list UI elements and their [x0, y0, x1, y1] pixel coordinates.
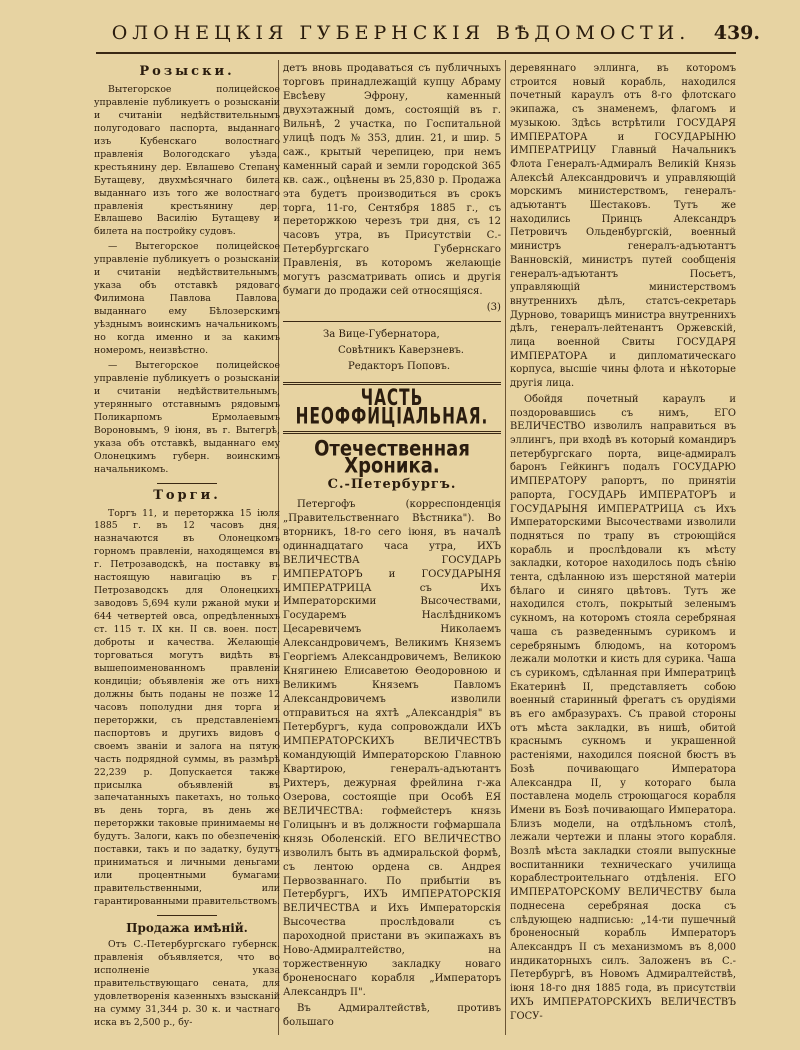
notice-paragraph: — Вытегорское полицейское управленіе публикуетъ о розысканіи и считаніи недѣйствительнымъ, утерянныго отставнымъ рядовымъ Поликарпомъ Ермолаевымъ Вороновымъ, 9 іюня, въ г. Вытегрѣ, указа объ отставкѣ, выданнаго ему Олонецкимъ губерн. воинскимъ начальникомъ.: [94, 359, 280, 475]
subheading-prodazha: Продажа имѣній.: [126, 921, 248, 936]
editor-line: Редакторъ Поповъ.: [348, 361, 451, 373]
divider: [157, 915, 217, 916]
page-number: 439.: [713, 22, 760, 44]
notice-paragraph: Отъ С.-Петербургскаго губернск. правленія объявляется, что во исполненіе указа правительствующаго сената, для удовлетворенія казенныхъ взысканій на сумму 31,344 р. 30 к. и частнаго иска въ 2,500 р., бу-: [94, 939, 280, 1028]
notice-paragraph: детъ вновь продаваться съ публичныхъ торговъ принадлежащій купцу Абраму Евсѣеву Эфрону, каменный двухэтажный домъ, состоящій въ г. Вильнѣ, 2 участка, по Госпитальной улицѣ подъ № 353, длин. 21, и шир. 5 саж., крытый черепицею, при немъ каменный сарай и земли городской 365 кв. саж., оцѣнены въ 25,830 р. Продажа эта будетъ производиться въ срокъ торга, 11-го, Сентября 1885 г., съ переторжкою черезъ три дня, съ 12 часовъ утра, въ Присутствіи С.-Петербургскаго Губернскаго Правленія, въ которомъ желающіе могутъ разсматривать опись и другія бумаги до продажи сей относящіяся.: [283, 63, 501, 298]
article-paragraph: Обойдя почетный караулъ и поздоровавшись съ нимъ, ЕГО ВЕЛИЧЕСТВО изволилъ направиться въ эллингъ, при входѣ въ который командиръ петербургскаго порта, вице-адмиралъ баронъ Гейкингъ подалъ ГОСУДАРЮ ИМПЕРАТОРУ рапортъ, по принятіи рапорта, ГОСУДАРЬ ИМПЕРАТОРЪ и ГОСУДАРЫНЯ ИМПЕРАТРИЦА съ Ихъ Императорскими Высочествами изволили подняться по трапу въ строющійся корабль и прослѣдовали къ мѣсту закладки, которое находилось подъ сѣнію тента, сдѣланною изъ шерстяной матеріи бѣлаго и синяго цвѣтовъ. Тутъ же находился столъ, покрытый зеленымъ сукномъ, на которомъ стояла серебряная чаша съ разведеннымъ сурикомъ и серебрянымъ блюдомъ, на которомъ лежали молотки и кисть для сурика. Чаша съ сурикомъ, сдѣланная при Императрицѣ Екатеринѣ II, представляетъ собою военный старинный фрегатъ съ орудіями въ его амбразурахъ. Съ правой стороны отъ мѣста закладки, въ нишѣ, обитой краснымъ сукномъ и украшенной растеніями, находился поясной бюстъ въ Бозѣ почивающаго Императора Александра II, у котораго была поставлена модель строющагося корабля Имени въ Бозѣ почивающаго Императора. Близъ модели, на отдѣльномъ столѣ, лежали чертежи и планы этого корабля. Возлѣ мѣста закладки стояли выпускные воспитанники техническаго училища кораблестроительнаго отдѣленія. ЕГО ИМПЕРАТОРСКОМУ ВЕЛИЧЕСТВУ была поднесена серебряная доска съ слѣдующею надписью: „14-ти пушечный броненосный корабль Императоръ Александръ II съ механизмомъ въ 8,000 индикаторныхъ силъ. Заложенъ въ С.-Петербургѣ, въ Новомъ Адмиралтействѣ, іюня 18-го дня 1885 года, въ присутствіи ИХЪ ИМПЕРАТОРСКИХЪ ВЕЛИЧЕСТВЪ ГОСУ-: [510, 393, 736, 1022]
divider: [157, 483, 217, 484]
chronicle-heading: Отечественная Хроника.: [314, 436, 470, 479]
notice-paragraph: — Вытегорское полицейское управленіе публикуетъ о розысканіи и считаніи недѣйствительнымъ, указа объ отставкѣ рядоваго Филимона Павлова Павлова, выданнаго ему Бѣлозерскимъ уѣзднымъ воинскимъ начальникомъ, но когда именно и за какимъ номеромъ, неизвѣстно.: [94, 241, 280, 357]
column-3: [510, 62, 736, 1025]
column-divider-2: [505, 60, 506, 1035]
double-rule: [283, 431, 501, 434]
signature-line: Совѣтникъ Каверзневъ.: [338, 345, 465, 357]
section-heading-rozyski: Розыски.: [139, 64, 235, 79]
article-paragraph: Петергофъ (корреспонденція „Правительственнаго Вѣстника"). Во вторникъ, 18-го сего іюня, въ началѣ одиннадцатаго часа утра, ИХЪ ВЕЛИЧЕСТВА ГОСУДАРЬ ИМПЕРАТОРЪ и ГОСУДАРЫНЯ ИМПЕРАТРИЦА съ Ихъ Императорскими Высочествами, Государемъ Наслѣдникомъ Цесаревичемъ Николаемъ Александровичемъ, Великимъ Княземъ Георгіемъ Александровичемъ, Великою Княгинею Елисаветою Ѳеодоровною и Великимъ Княземъ Павломъ Александровичемъ изволили отправиться на яхтѣ „Александрія" въ Петербургъ, куда сопровождали ИХЪ ИМПЕРАТОРСКИХЪ ВЕЛИЧЕСТВЪ командующій Императорскою Главною Квартирою, генералъ-адъютантъ Рихтеръ, дежурная фрейлина г-жа Озерова, состоящіе при Особѣ ЕЯ ВЕЛИЧЕСТВА: гофмейстеръ князь Голицынъ и въ должности гофмаршала князь Оболенскій. ЕГО ВЕЛИЧЕСТВО изволилъ быть въ адмиральской формѣ, съ лентою ордена св. Андрея Первозваннаго. По прибытіи въ Петербургъ, ИХЪ ИМПЕРАТОРСКІЯ ВЕЛИЧЕСТВА и Ихъ Императорскія Высочества прослѣдовали съ пароходной пристани въ экипажахъ въ Ново-Адмиралтейство, на торжественную закладку новаго броненоснаго корабля „Императоръ Александръ II".: [283, 498, 501, 999]
notice-paragraph: Вытегорское полицейское управленіе публикуетъ о розысканіи и считаніи недѣйствительнымъ полугодоваго паспорта, выданнаго изъ Кубенскаго волостнаго правленія Вологодскаго уѣзда, крестьянину дер. Евлашево Степану Бутащеву, двухмѣсячнаго билета выданнаго изъ того же волостнаго правленія крестьянину дер. Евлашево Василію Бутащеву и билета на постройку судовъ.: [94, 83, 280, 238]
city-heading: С.-Петербургъ.: [327, 476, 457, 492]
header-rule: [96, 52, 736, 54]
column-2: [283, 62, 501, 1032]
signature-line: За Вице-Губернатора,: [323, 329, 440, 341]
divider: [283, 321, 501, 322]
article-paragraph: Въ Адмиралтействѣ, противъ большаго: [283, 1003, 501, 1029]
section-title-unofficial: ЧАСТЬ НЕОФФИЦІАЛЬНАЯ.: [295, 385, 489, 430]
newspaper-title: ОЛОНЕЦКІЯ ГУБЕРНСКІЯ ВѢДОМОСТИ.: [111, 22, 691, 44]
section-heading-torgi: Торги.: [153, 487, 221, 503]
notice-number: (3): [486, 302, 501, 314]
double-rule: [283, 382, 501, 385]
article-paragraph: деревяннаго эллинга, въ которомъ строится новый корабль, находился почетный караулъ отъ 8-го флотскаго экипажа, съ знаменемъ, флагомъ и музыкою. Здѣсь встрѣтили ГОСУДАРЯ ИМПЕРАТОРА и ГОСУДАРЫНЮ ИМПЕРАТРИЦУ Главный Начальникъ Флота Генералъ-Адмиралъ Великій Князь Алексѣй Александровичъ и управляющій морскимъ министерствомъ, генералъ-адъютантъ Шестаковъ. Тутъ же находились Принцъ Александръ Петровичъ Ольденбургскій, военный министръ генералъ-адъютантъ Ванновскій, министръ путей сообщенія генералъ-адъютантъ Посьетъ, управляющій министерствомъ внутреннихъ дѣлъ, статсъ-секретарь Дурново, товарищъ министра внутреннихъ дѣлъ, генералъ-лейтенантъ Оржевскій, лица военной Свиты ГОСУДАРЯ ИМПЕРАТОРА и дипломатическаго корпуса, высшіе чины флота и нѣкоторые другія лица.: [510, 63, 736, 390]
column-1: [94, 62, 280, 1032]
notice-paragraph: Торгъ 11, и переторжка 15 іюля 1885 г. въ 12 часовъ дня, назначаются въ Олонецкомъ горномъ правленіи, находящемся въ г. Петрозаводскѣ, на поставку въ настоящую навигацію въ г. Петрозаводскъ для Олонецкихъ заводовъ 5,694 кули ржаной муки и 644 четвертей овса, опредѣленныхъ ст. 115 т. IX кн. II св. воен. пост. доброты и качества. Желающіе торговаться могутъ видѣть въ вышепоименованномъ правленіи кондиціи; объявленія же отъ нихъ должны быть поданы не позже 12 часовъ пополудни дня торга и переторжки, съ представленіемъ паспортовъ и другихъ видовъ о своемъ званіи и залога на пятую часть подрядной суммы, въ размѣрѣ 22,239 р. Допускается также присылка объявленій въ запечатанныхъ пакетахъ, но только въ день торга, въ день же переторжки таковые принимаемы не будутъ. Залоги, какъ по обезпеченію поставки, такъ и по задатку, будутъ приниматься и личными деньгами или процентными бумагами правительственными, или гарантированными правительствомъ.: [94, 507, 280, 908]
